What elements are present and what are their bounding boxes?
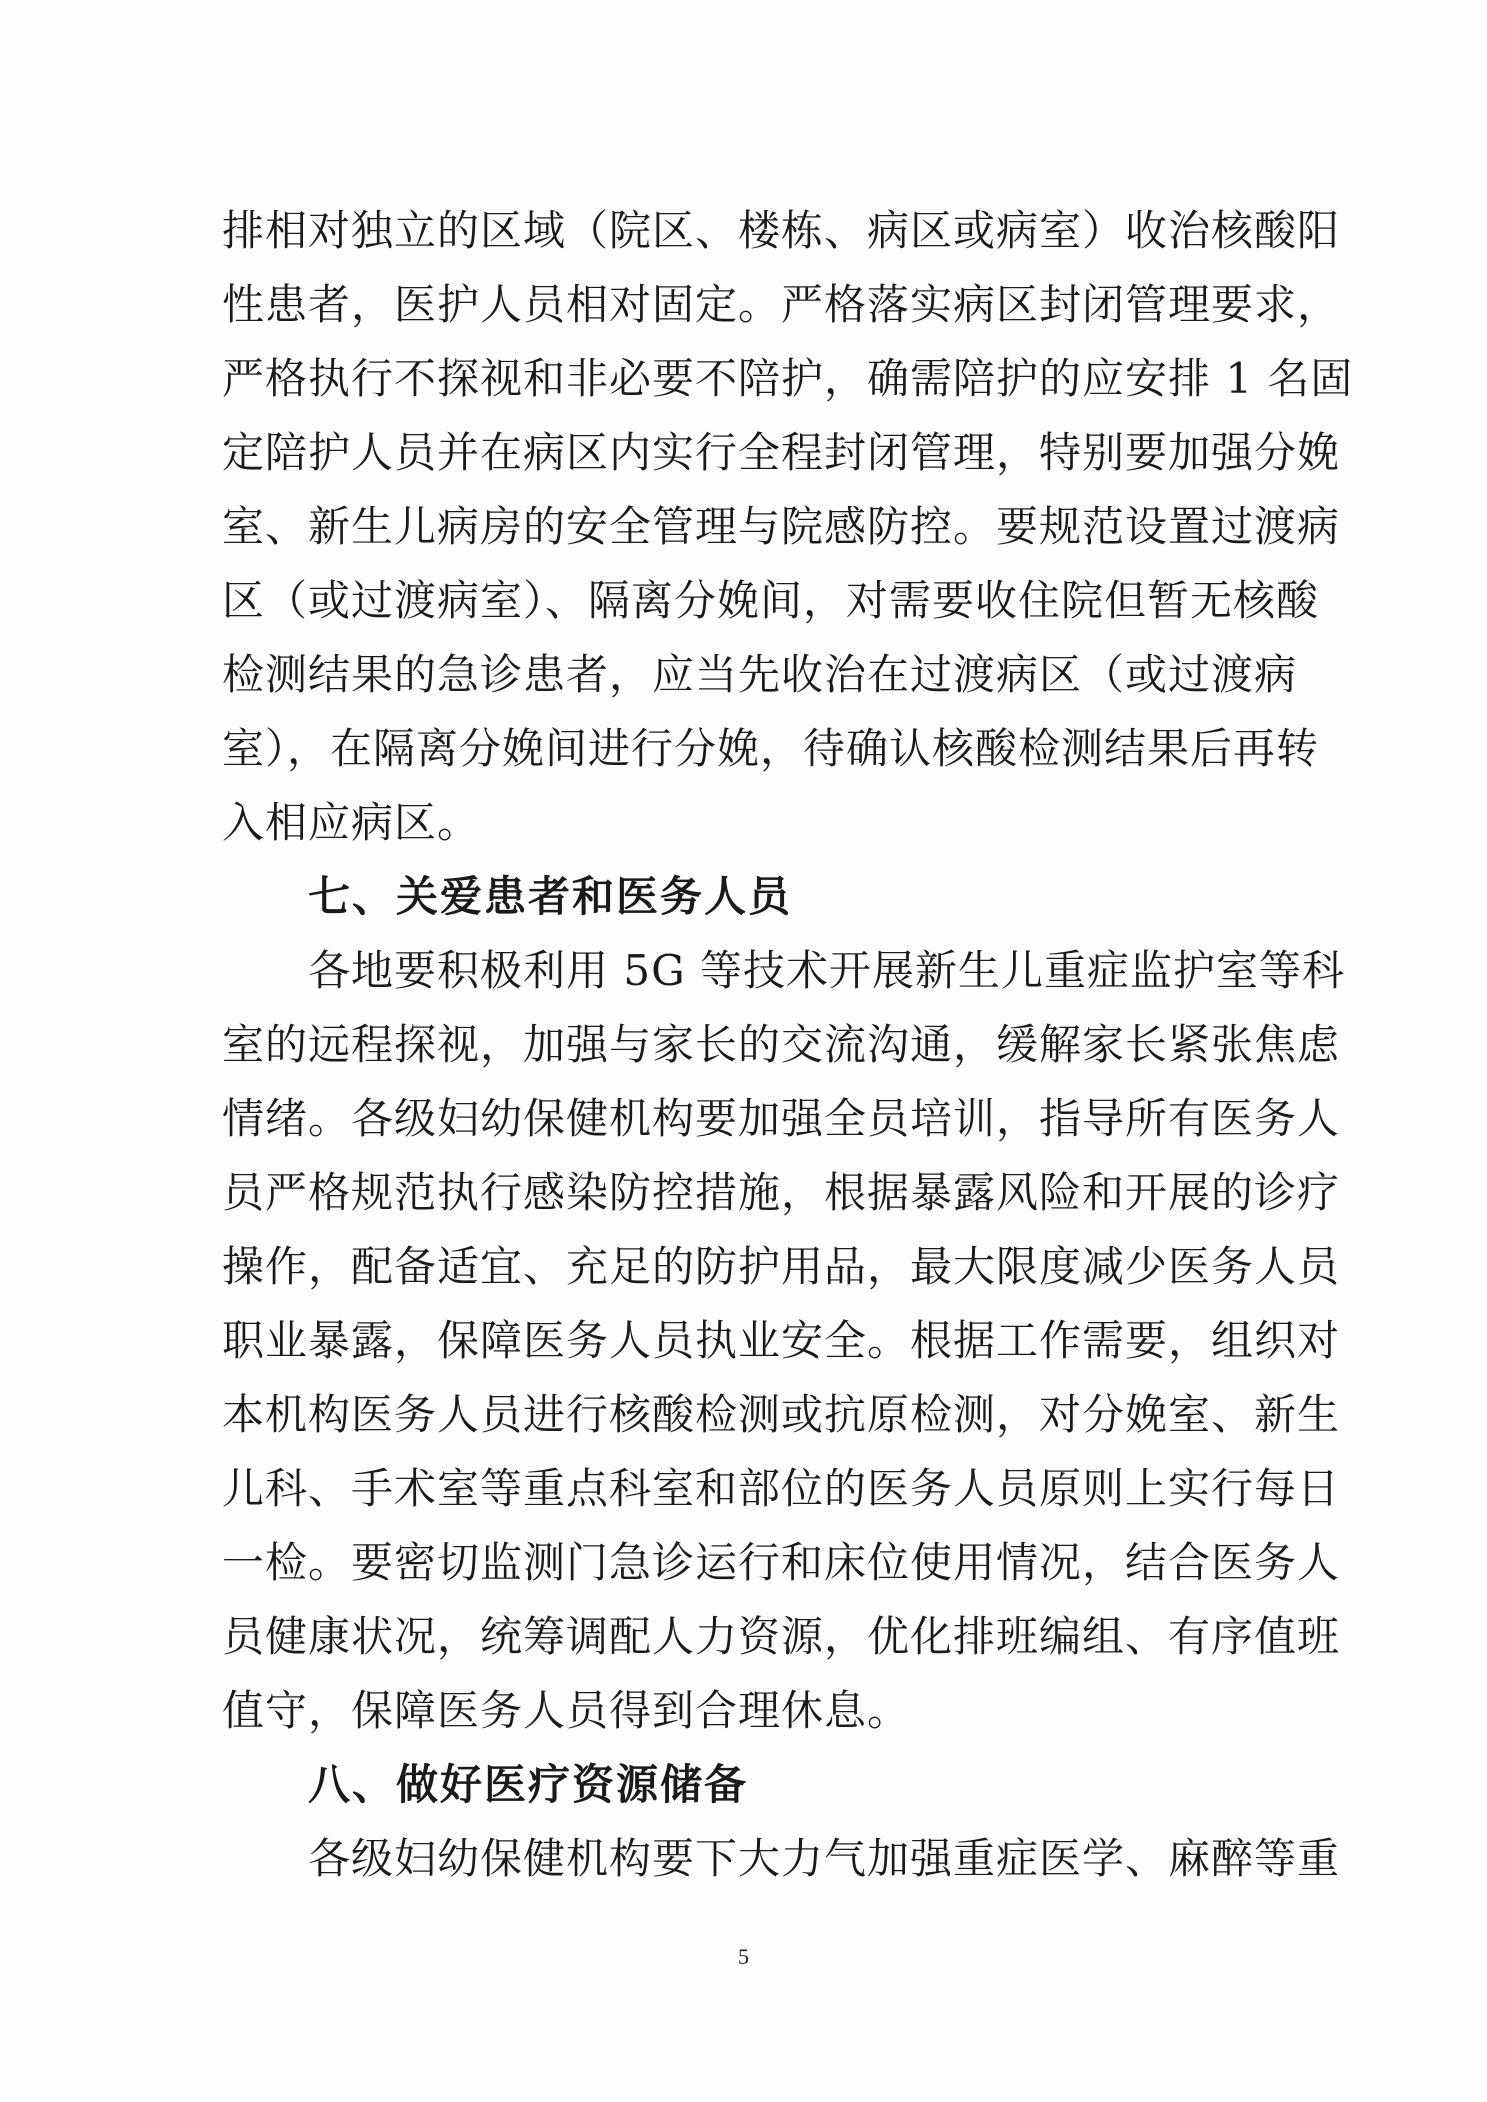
body-text-line: 操作，配备适宜、充足的防护用品，最大限度减少医务人员 xyxy=(222,1242,1341,1291)
body-text-line: 性患者，医护人员相对固定。严格落实病区封闭管理要求， xyxy=(222,280,1341,329)
body-text-line: 入相应病区。 xyxy=(222,798,481,847)
body-text-line: 排相对独立的区域（院区、楼栋、病区或病室）收治核酸阳 xyxy=(222,206,1341,255)
body-text-line: 室、新生儿病房的安全管理与院感防控。要规范设置过渡病 xyxy=(222,502,1341,551)
body-text-line: 区（或过渡病室）、隔离分娩间，对需要收住院但暂无核酸 xyxy=(222,576,1320,625)
body-text-line: 定陪护人员并在病区内实行全程封闭管理，特别要加强分娩 xyxy=(222,428,1341,477)
body-text-line: 儿科、手术室等重点科室和部位的医务人员原则上实行每日 xyxy=(222,1464,1341,1513)
section-heading: 七、关爱患者和医务人员 xyxy=(308,872,793,921)
body-text-line: 检测结果的急诊患者，应当先收治在过渡病区（或过渡病 xyxy=(222,650,1298,699)
body-text-line: 员健康状况，统筹调配人力资源，优化排班编组、有序值班 xyxy=(222,1612,1341,1661)
body-text-line: 值守，保障医务人员得到合理休息。 xyxy=(222,1686,911,1735)
document-body xyxy=(222,194,1354,1896)
body-text-line: 各级妇幼保健机构要下大力气加强重症医学、麻醉等重 xyxy=(308,1834,1341,1883)
body-text-line: 职业暴露，保障医务人员执业安全。根据工作需要，组织对 xyxy=(222,1316,1341,1365)
body-text-line: 严格执行不探视和非必要不陪护，确需陪护的应安排 1 名固 xyxy=(222,354,1354,403)
body-text-line: 一检。要密切监测门急诊运行和床位使用情况，结合医务人 xyxy=(222,1538,1341,1587)
body-text-line: 员严格规范执行感染防控措施，根据暴露风险和开展的诊疗 xyxy=(222,1168,1341,1217)
body-text-line: 情绪。各级妇幼保健机构要加强全员培训，指导所有医务人 xyxy=(222,1094,1341,1143)
body-text-line: 各地要积极利用 5G 等技术开展新生儿重症监护室等科 xyxy=(308,946,1345,995)
body-text-line: 室），在隔离分娩间进行分娩，待确认核酸检测结果后再转 xyxy=(222,724,1320,773)
body-text-line: 室的远程探视，加强与家长的交流沟通，缓解家长紧张焦虑 xyxy=(222,1020,1341,1069)
page-number: 5 xyxy=(738,1944,749,1969)
body-text-line: 本机构医务人员进行核酸检测或抗原检测，对分娩室、新生 xyxy=(222,1390,1341,1439)
section-heading: 八、做好医疗资源储备 xyxy=(308,1760,749,1809)
